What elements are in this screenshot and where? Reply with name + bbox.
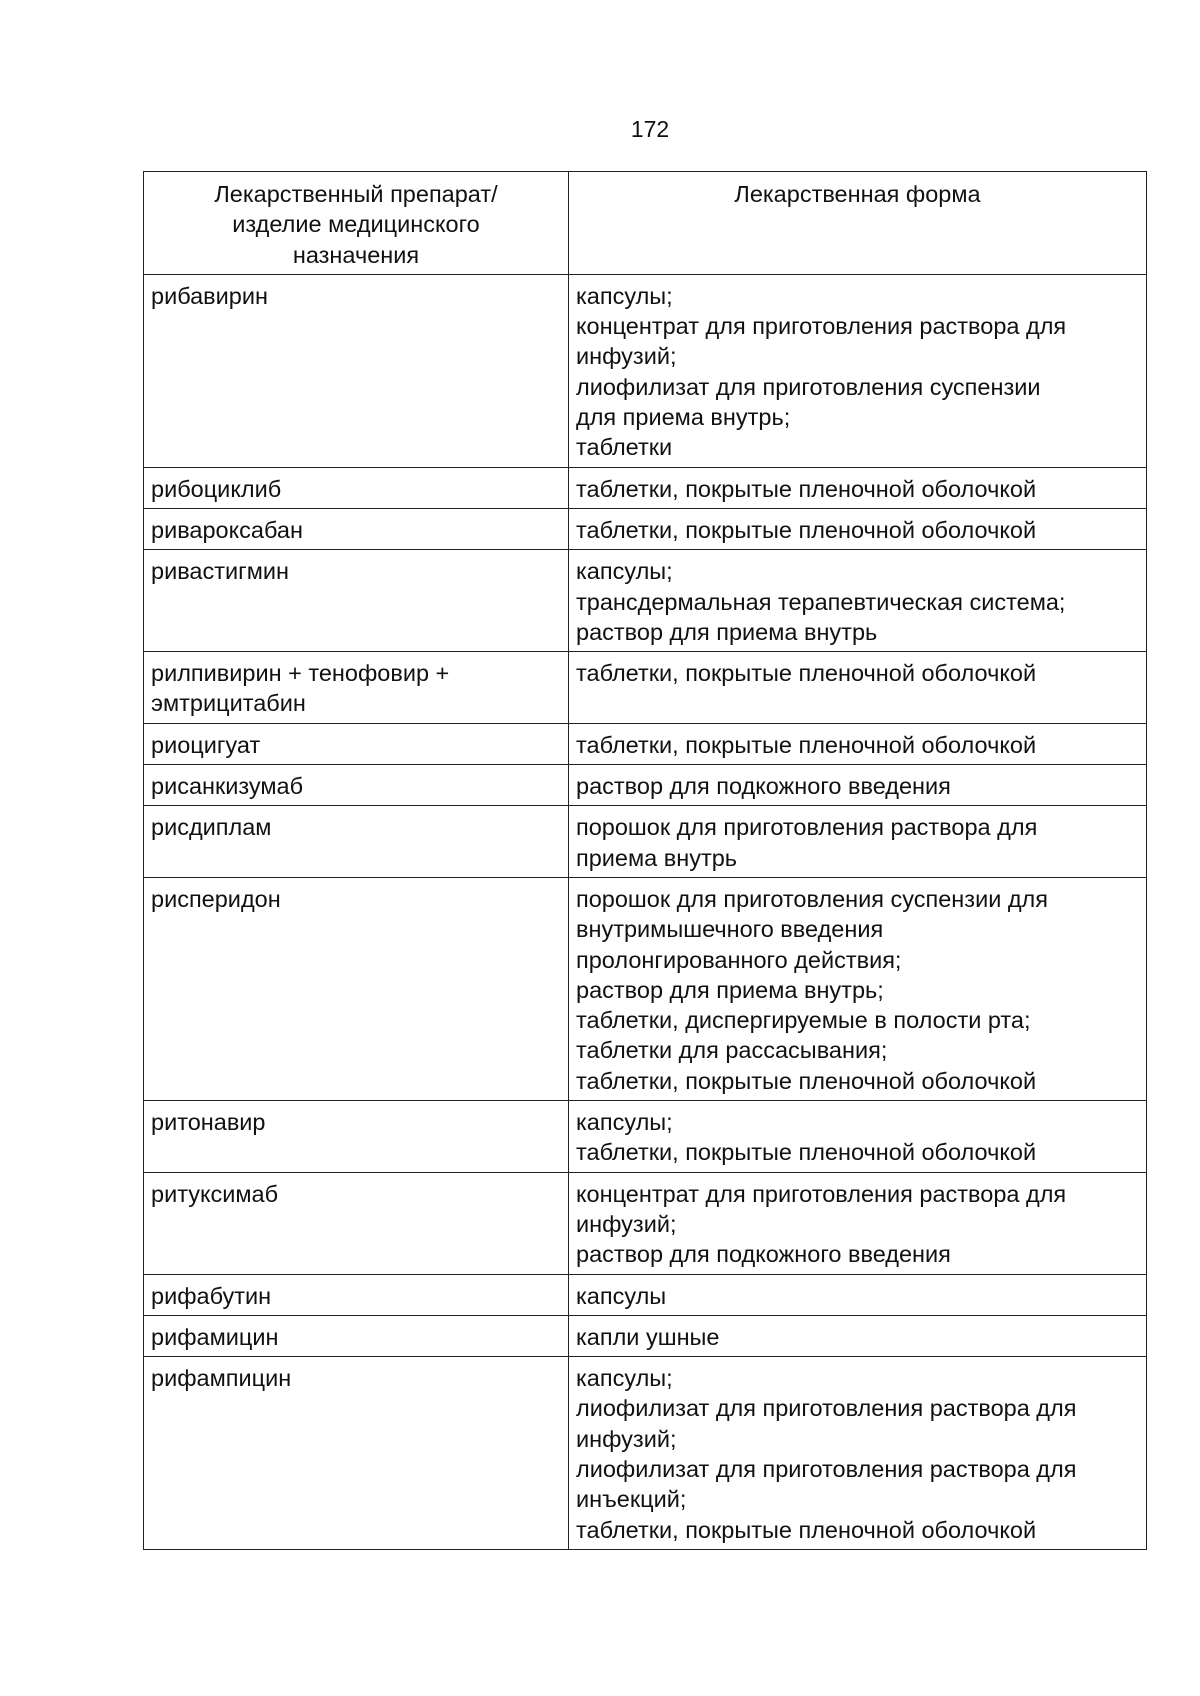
header-drug-name bbox=[144, 172, 569, 275]
dosage-form-line: таблетки, диспергируемые в полости рта; bbox=[576, 1007, 1031, 1034]
drug-name-line: ривароксабан bbox=[151, 516, 303, 543]
drug-name-line: рибавирин bbox=[151, 282, 268, 309]
table-row bbox=[144, 1274, 1147, 1315]
dosage-form-line: трансдермальная терапевтическая система; bbox=[576, 588, 1066, 615]
dosage-form-line: капли ушные bbox=[576, 1323, 720, 1350]
table-row bbox=[144, 765, 1147, 806]
dosage-form-cell bbox=[569, 550, 1147, 652]
dosage-form-line: таблетки для рассасывания; bbox=[576, 1037, 888, 1064]
dosage-form-cell bbox=[569, 723, 1147, 764]
dosage-form-line: раствор для приема внутрь bbox=[576, 618, 878, 645]
drug-name-cell bbox=[144, 274, 569, 467]
drug-name-cell bbox=[144, 1274, 569, 1315]
drug-name-cell bbox=[144, 1101, 569, 1173]
dosage-form-cell bbox=[569, 1315, 1147, 1356]
drug-name-line: рибоциклиб bbox=[151, 475, 282, 502]
dosage-form-line: пролонгированного действия; bbox=[576, 946, 902, 973]
table-body bbox=[144, 274, 1147, 1549]
drug-name-line: рифабутин bbox=[151, 1282, 272, 1309]
drug-name-cell bbox=[144, 877, 569, 1100]
dosage-form-cell bbox=[569, 1357, 1147, 1550]
dosage-form-cell bbox=[569, 1274, 1147, 1315]
dosage-form-line: инъекций; bbox=[576, 1486, 687, 1513]
dosage-form-line: раствор для подкожного введения bbox=[576, 1241, 951, 1268]
dosage-form-line: концентрат для приготовления раствора для bbox=[576, 1180, 1067, 1207]
dosage-form-line: лиофилизат для приготовления раствора для bbox=[576, 1395, 1077, 1422]
drug-name-cell bbox=[144, 1172, 569, 1274]
table-row bbox=[144, 274, 1147, 467]
dosage-form-line: инфузий; bbox=[576, 343, 677, 370]
table-row bbox=[144, 467, 1147, 508]
dosage-form-cell bbox=[569, 652, 1147, 724]
page-number: 172 bbox=[630, 116, 670, 142]
dosage-form-line: капсулы bbox=[576, 1282, 667, 1309]
header-dosage-form bbox=[569, 172, 1147, 275]
dosage-form-line: приема внутрь bbox=[576, 844, 738, 871]
drug-name-line: рисперидон bbox=[151, 885, 281, 912]
dosage-form-line: капсулы; bbox=[576, 558, 673, 585]
dosage-form-line: инфузий; bbox=[576, 1425, 677, 1452]
dosage-form-line: таблетки, покрытые пленочной оболочкой bbox=[576, 731, 1037, 758]
drug-name-cell bbox=[144, 1357, 569, 1550]
dosage-form-line: лиофилизат для приготовления раствора для bbox=[576, 1455, 1077, 1482]
dosage-form-line: таблетки, покрытые пленочной оболочкой bbox=[576, 1139, 1037, 1166]
dosage-form-line: порошок для приготовления суспензии для bbox=[576, 885, 1048, 912]
drug-name-cell bbox=[144, 723, 569, 764]
dosage-form-cell bbox=[569, 508, 1147, 549]
dosage-form-line: инфузий; bbox=[576, 1210, 677, 1237]
drug-name-cell bbox=[144, 765, 569, 806]
dosage-form-cell bbox=[569, 806, 1147, 878]
table-row bbox=[144, 1357, 1147, 1550]
drug-name-cell bbox=[144, 652, 569, 724]
header-text-line: Лекарственный препарат/ bbox=[214, 181, 498, 207]
table-row bbox=[144, 1315, 1147, 1356]
dosage-form-line: таблетки, покрытые пленочной оболочкой bbox=[576, 1067, 1037, 1094]
drug-name-line: эмтрицитабин bbox=[151, 690, 306, 717]
drug-name-cell bbox=[144, 806, 569, 878]
dosage-form-line: концентрат для приготовления раствора для bbox=[576, 313, 1067, 340]
drug-name-line: рисдиплам bbox=[151, 814, 272, 841]
table-row bbox=[144, 723, 1147, 764]
table-row bbox=[144, 550, 1147, 652]
table-row bbox=[144, 806, 1147, 878]
drug-name-line: ритуксимаб bbox=[151, 1180, 279, 1207]
table-header-row bbox=[144, 172, 1147, 275]
dosage-form-line: порошок для приготовления раствора для bbox=[576, 814, 1038, 841]
dosage-form-line: капсулы; bbox=[576, 1109, 673, 1136]
drug-name-line: рифамицин bbox=[151, 1323, 279, 1350]
table-row bbox=[144, 1101, 1147, 1173]
dosage-form-line: капсулы; bbox=[576, 1365, 673, 1392]
dosage-form-line: капсулы; bbox=[576, 282, 673, 309]
dosage-form-line: для приема внутрь; bbox=[576, 404, 791, 431]
dosage-form-line: раствор для приема внутрь; bbox=[576, 976, 884, 1003]
drug-table bbox=[143, 171, 1147, 1550]
dosage-form-cell bbox=[569, 1101, 1147, 1173]
dosage-form-cell bbox=[569, 1172, 1147, 1274]
dosage-form-line: таблетки, покрытые пленочной оболочкой bbox=[576, 516, 1037, 543]
drug-name-line: рисанкизумаб bbox=[151, 773, 304, 800]
header-text-line: Лекарственная форма bbox=[734, 181, 981, 207]
dosage-form-cell bbox=[569, 877, 1147, 1100]
table-row bbox=[144, 652, 1147, 724]
drug-name-line: ритонавир bbox=[151, 1109, 266, 1136]
drug-name-cell bbox=[144, 1315, 569, 1356]
dosage-form-cell bbox=[569, 765, 1147, 806]
drug-name-line: ривастигмин bbox=[151, 558, 289, 585]
dosage-form-cell bbox=[569, 467, 1147, 508]
dosage-form-cell bbox=[569, 274, 1147, 467]
table-row bbox=[144, 1172, 1147, 1274]
header-text-line: назначения bbox=[292, 241, 420, 268]
dosage-form-line: таблетки, покрытые пленочной оболочкой bbox=[576, 1516, 1037, 1543]
dosage-form-line: таблетки, покрытые пленочной оболочкой bbox=[576, 660, 1037, 687]
dosage-form-line: таблетки, покрытые пленочной оболочкой bbox=[576, 475, 1037, 502]
dosage-form-line: таблетки bbox=[576, 434, 673, 461]
table-row bbox=[144, 877, 1147, 1100]
drug-name-cell bbox=[144, 508, 569, 549]
drug-name-line: рилпивирин + тенофовир + bbox=[151, 660, 450, 687]
table-row bbox=[144, 508, 1147, 549]
drug-name-cell bbox=[144, 467, 569, 508]
drug-name-cell bbox=[144, 550, 569, 652]
header-text-line: изделие медицинского bbox=[232, 211, 480, 238]
dosage-form-line: внутримышечного введения bbox=[576, 916, 884, 943]
drug-name-line: рифампицин bbox=[151, 1365, 292, 1392]
drug-name-line: риоцигуат bbox=[151, 731, 261, 758]
dosage-form-line: лиофилизат для приготовления суспензии bbox=[576, 373, 1041, 400]
dosage-form-line: раствор для подкожного введения bbox=[576, 773, 951, 800]
